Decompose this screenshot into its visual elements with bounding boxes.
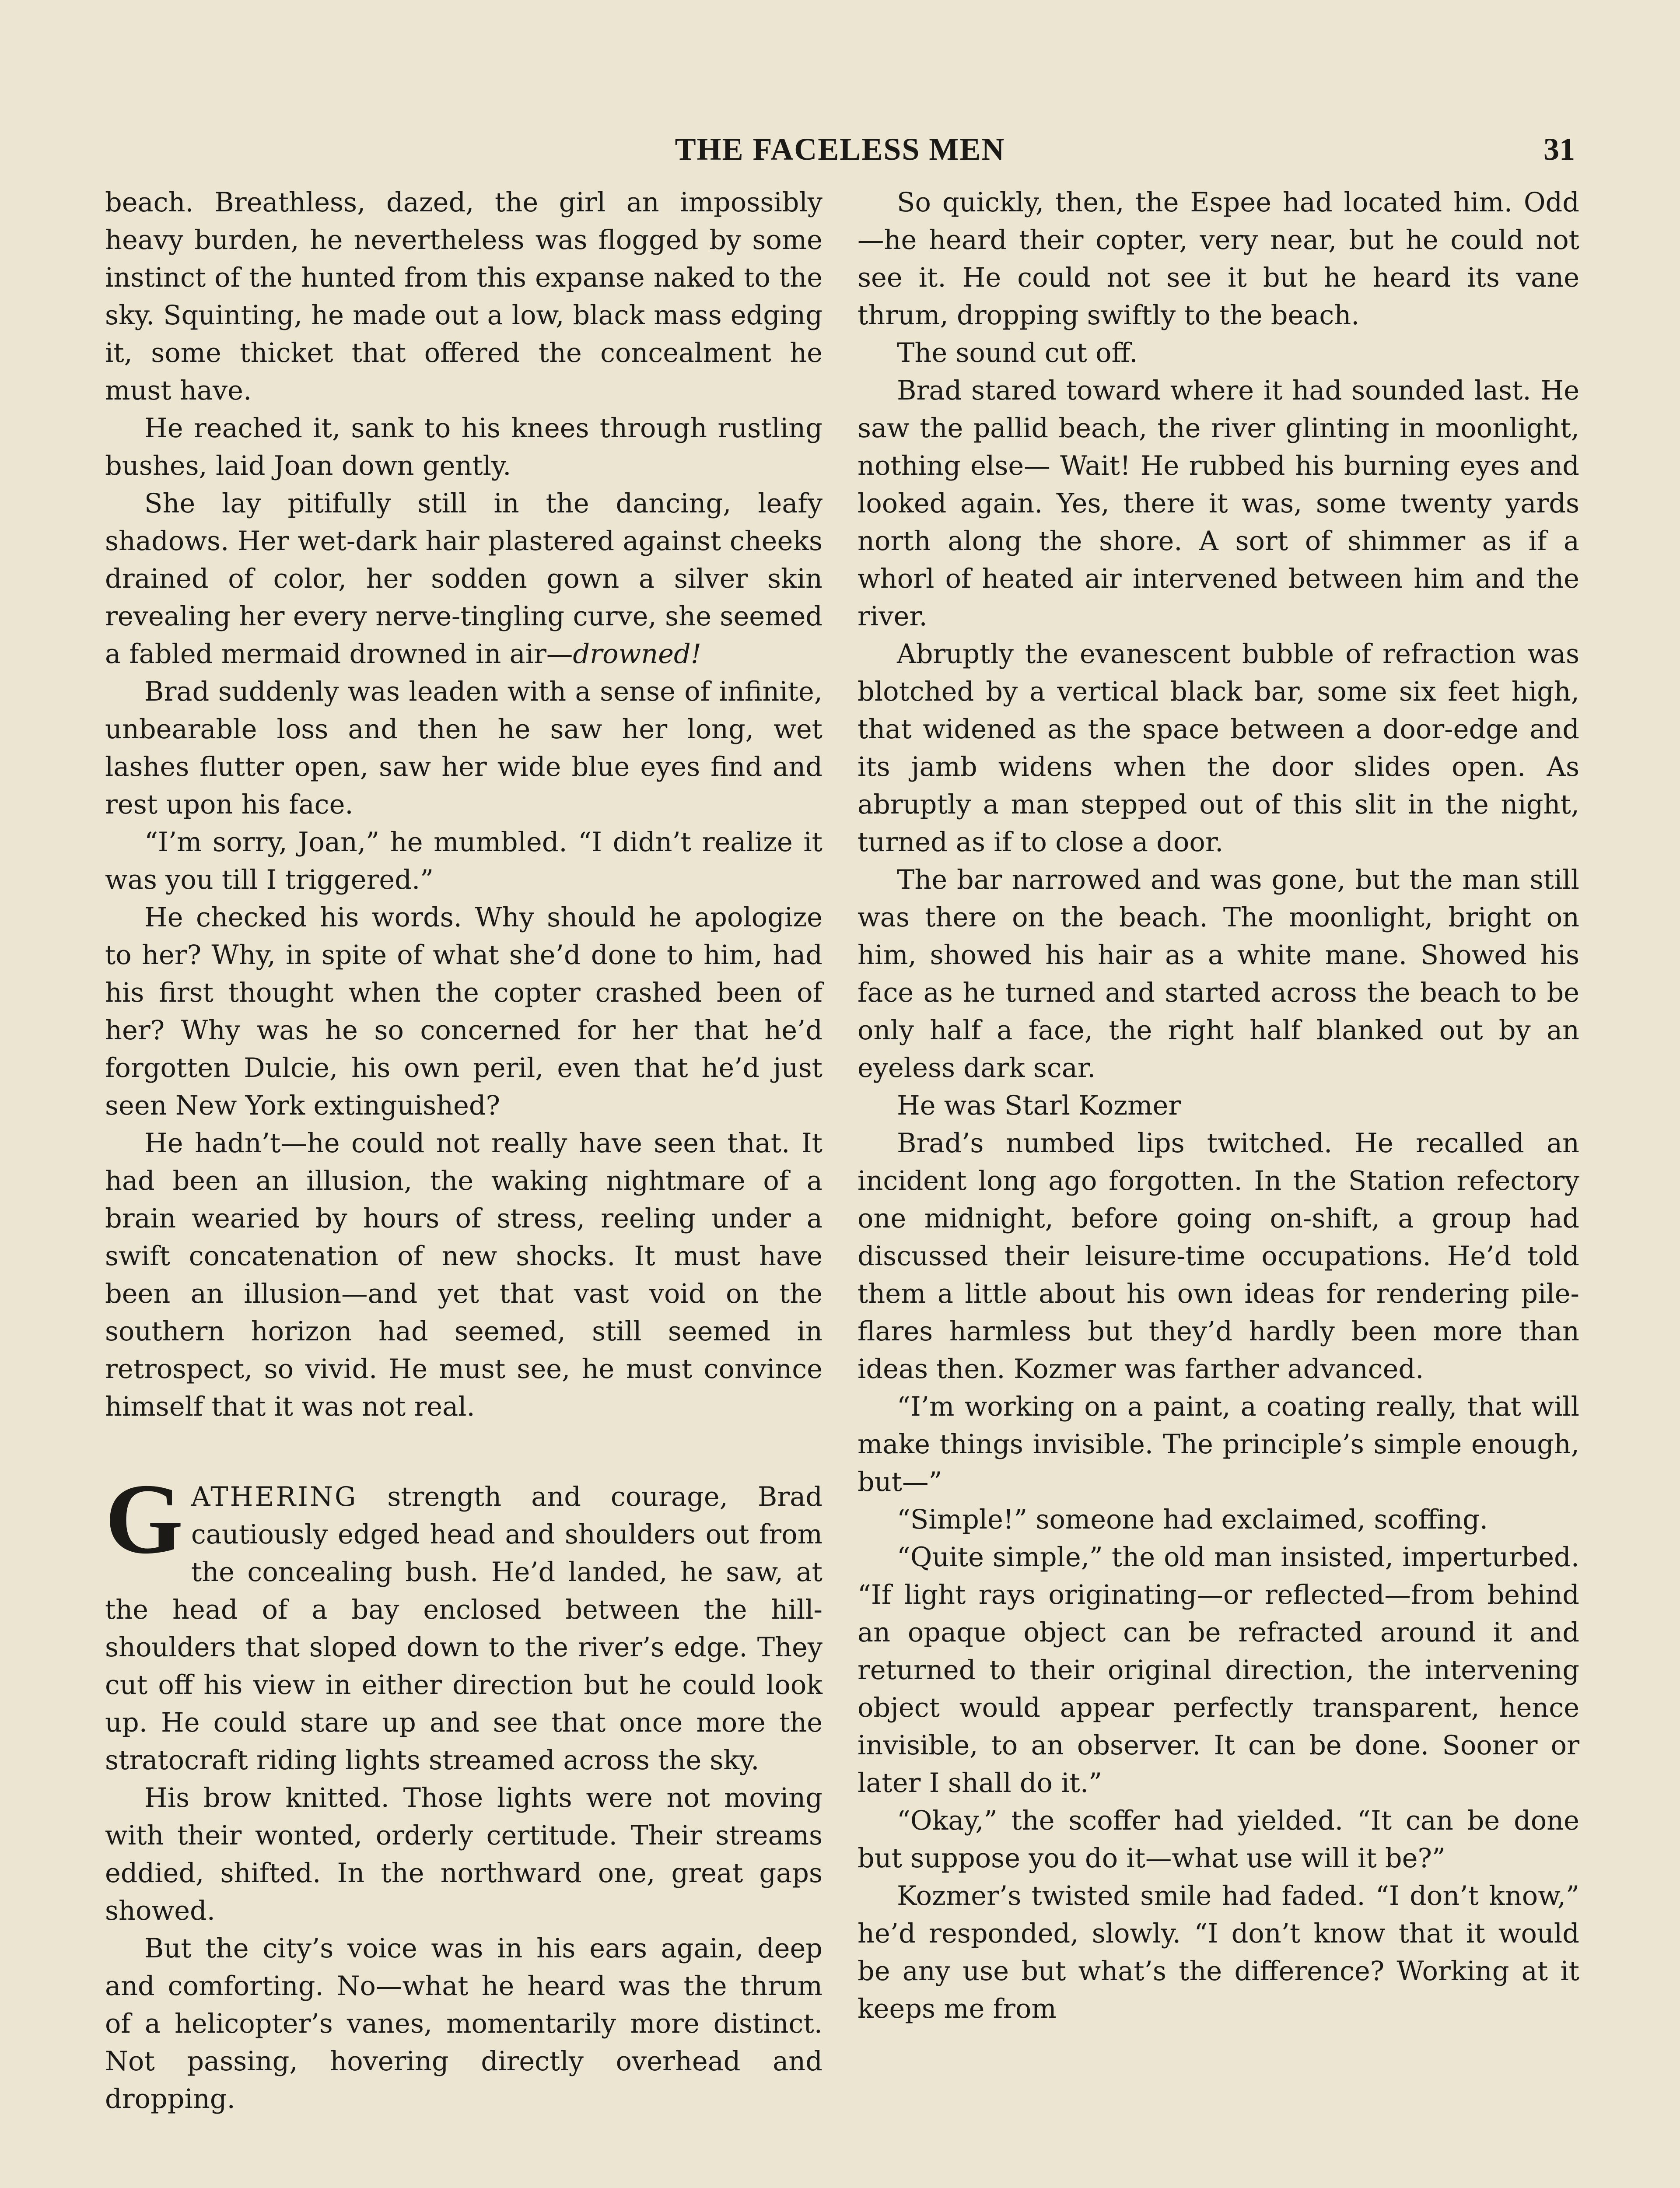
page-number: 31 <box>1544 132 1575 167</box>
paragraph: “Simple!” someone had exclaimed, scoffing. <box>897 1504 1488 1535</box>
paragraph: “I’m sorry, Joan,” he mumbled. “I didn’t realize it was you till I triggered.” <box>105 827 822 895</box>
paragraph: “Quite simple,” the old man insisted, imperturbed. “If light rays originating—or reflected—from behind an opaque object can be refracted around it and returned to their original direction, the intervening object would appear perfectly transparent, hence invisible, to an observer. It can be done. Sooner or later I shall do it.” <box>858 1542 1579 1799</box>
paragraph: Kozmer’s twisted smile had faded. “I don’t know,” he’d responded, slowly. “I don’t know that it would be any use but what’s the difference? Working at it keeps me from <box>858 1881 1579 2024</box>
paragraph-text: strength and courage, Brad cautiously edged head and shoulders out from the concealing bush. He’d landed, he saw, at the head of a bay enclosed between the hill-shoulders that sloped down to the river’s edge. They cut off his view in either direction but he could look up. He could stare up and see that once more the stratocraft riding lights streamed across the sky. <box>105 1482 822 1776</box>
paragraph: Brad suddenly was leaden with a sense of infinite, unbearable loss and then he saw her long, wet lashes flutter open, saw her wide blue eyes find and rest upon his face. <box>105 677 822 820</box>
paragraph: He hadn’t—he could not really have seen that. It had been an illusion, the waking nightmare of a brain wearied by hours of stress, reeling under a swift concatenation of new shocks. It must have been an illusion—and yet that vast void on the southern horizon had seemed, still seemed in retrospect, so vivid. He must see, he must convince himself that it was not real. <box>105 1128 822 1422</box>
paragraph: Brad stared toward where it had sounded last. He saw the pallid beach, the river glinting in moonlight, nothing else— Wait! He rubbed his burning eyes and looked again. Yes, there it was, some twenty yards north along the shore. A sort of shimmer as if a whorl of heated air intervened between him and the river. <box>858 375 1579 632</box>
emphasized-word: drowned! <box>573 639 702 670</box>
paragraph: “I’m working on a paint, a coating really, that will make things invisible. The principle’s simple enough, but—” <box>858 1392 1579 1497</box>
running-title: THE FACELESS MEN <box>675 132 1005 167</box>
paragraph: Abruptly the evanescent bubble of refraction was blotched by a vertical black bar, some six feet high, that widened as the space between a door-edge and its jamb widens when the door slides open. As abruptly a man stepped out of this slit in the night, turned as if to close a door. <box>858 639 1579 858</box>
paragraph: The sound cut off. <box>897 338 1138 368</box>
paragraph: He was Starl Kozmer <box>897 1090 1181 1121</box>
paragraph: He checked his words. Why should he apologize to her? Why, in spite of what she’d done to him, had his first thought when the copter crashed been of her? Why was he so concerned for her that he’d forgotten Dulcie, his own peril, even that he’d just seen New York extinguished? <box>105 902 822 1121</box>
paragraph: “Okay,” the scoffer had yielded. “It can be done but suppose you do it—what use will it be?” <box>858 1806 1579 1874</box>
paragraph: Brad’s numbed lips twitched. He recalled an incident long ago forgotten. In the Station refectory one midnight, before going on-shift, a group had discussed their leisure-time occupations. He’d told them a little about his own ideas for rendering pile-flares harmless but they’d hardly been more than ideas then. Kozmer was farther advanced. <box>858 1128 1579 1385</box>
paragraph: He reached it, sank to his knees through rustling bushes, laid Joan down gently. <box>105 413 822 481</box>
paragraph: So quickly, then, the Espee had located him. Odd—he heard their copter, very near, but he could not see it. He could not see it but he heard its vane thrum, dropping swiftly to the beach. <box>858 187 1579 331</box>
paragraph <box>105 485 822 673</box>
paragraph: The bar narrowed and was gone, but the man still was there on the beach. The moonlight, bright on him, showed his hair as a white mane. Showed his face as he turned and started across the beach to be only half a face, the right half blanked out by an eyeless dark scar. <box>858 865 1579 1083</box>
section-opening-paragraph <box>105 1463 822 1779</box>
paragraph: His brow knitted. Those lights were not moving with their wonted, orderly certitude. Their streams eddied, shifted. In the northward one, great gaps showed. <box>105 1783 822 1926</box>
small-caps-lead: ATHERING <box>191 1482 358 1512</box>
paragraph: beach. Breathless, dazed, the girl an impossibly heavy burden, he nevertheless was flogged by some instinct of the hunted from this expanse naked to the sky. Squinting, he made out a low, black mass edging it, some thicket that offered the concealment he must have. <box>105 187 822 406</box>
paragraph: But the city’s voice was in his ears again, deep and comforting. No—what he heard was the thrum of a helicopter’s vanes, momentarily more distinct. Not passing, hovering directly overhead and dropping. <box>105 1933 822 2114</box>
paragraph-text: She lay pitifully still in the dancing, leafy shadows. Her wet-dark hair plastered against cheeks drained of color, her sodden gown a silver skin revealing her every nerve-tingling curve, she seemed a fabled mermaid drowned in air— <box>105 488 822 670</box>
left-column <box>105 184 822 2118</box>
page-header <box>105 131 1575 179</box>
right-column <box>858 184 1579 2028</box>
drop-cap: G <box>105 1463 183 1574</box>
